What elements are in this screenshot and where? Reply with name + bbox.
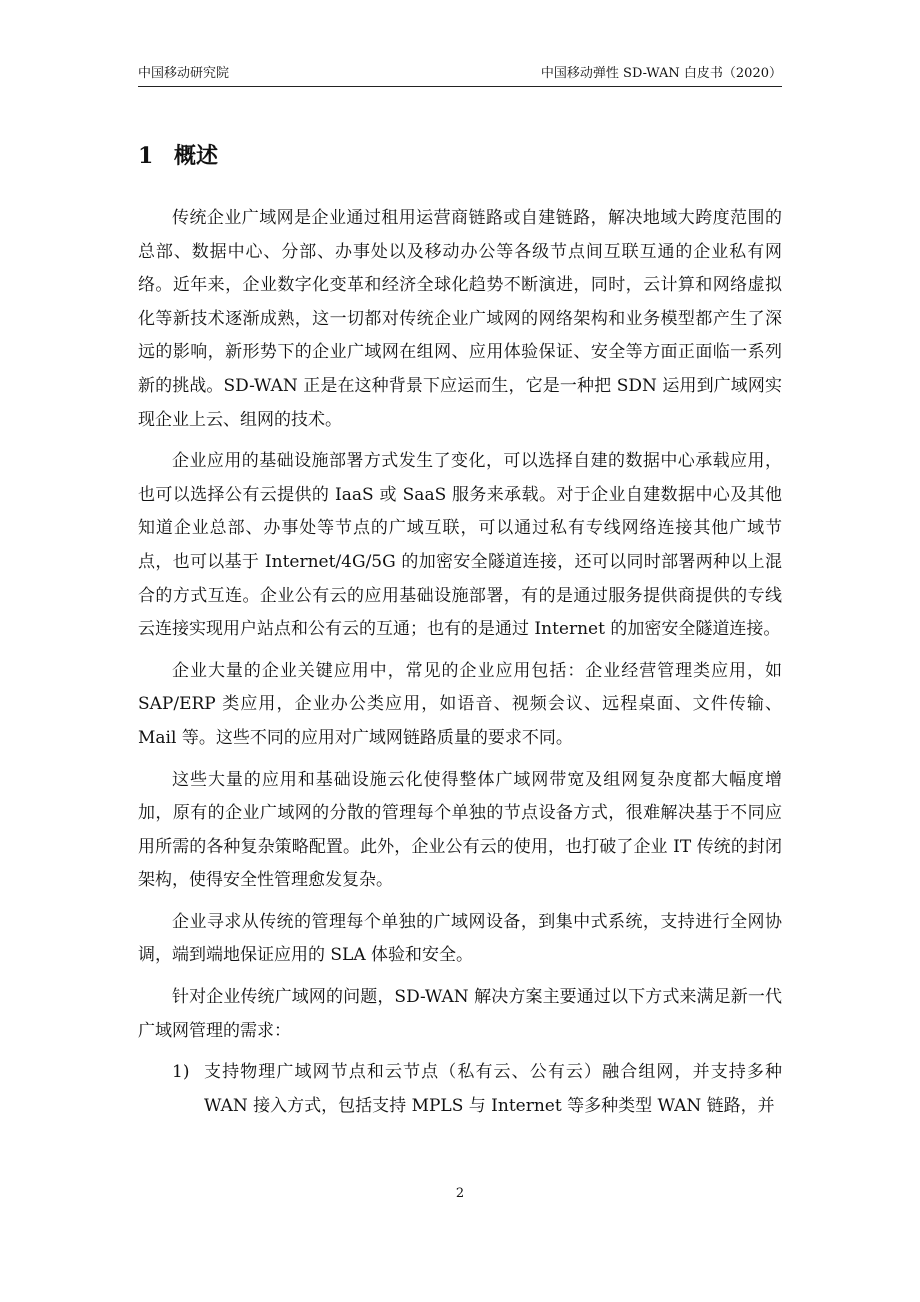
body-text [138,202,782,1123]
paragraph: 传统企业广域网是企业通过租用运营商链路或自建链路，解决地域大跨度范围的总部、数据中心、分部、办事处以及移动办公等各级节点间互联互通的企业私有网络。近年来，企业数字化变革和经济全球化趋势不断演进，同时，云计算和网络虚拟化等新技术逐渐成熟，这一切都对传统企业广域网的网络架构和业务模型都产生了深远的影响，新形势下的企业广域网在组网、应用体验保证、安全等方面正面临一系列新的挑战。SD-WAN 正是在这种背景下应运而生，它是一种把 SDN 运用到广域网实现企业上云、组网的技术。 [138,208,782,430]
paragraph: 企业应用的基础设施部署方式发生了变化，可以选择自建的数据中心承载应用，也可以选择公有云提供的 IaaS 或 SaaS 服务来承载。对于企业自建数据中心及其他知道企业总部、办事处等节点的广域互联，可以通过私有专线网络连接其他广域节点，也可以基于 Internet/4G/5G 的加密安全隧道连接，还可以同时部署两种以上混合的方式互连。企业公有云的应用基础设施部署，有的是通过服务提供商提供的专线云连接实现用户站点和公有云的互通；也有的是通过 Internet 的加密安全隧道连接。 [138,451,782,640]
section-title: 概述 [174,143,219,169]
page-header [138,64,782,87]
list-item-text: 支持物理广域网节点和云节点（私有云、公有云）融合组网，并支持多种 WAN 接入方式，包括支持 MPLS 与 Internet 等多种类型 WAN 链路，并 [204,1062,782,1116]
paragraph: 这些大量的应用和基础设施云化使得整体广域网带宽及组网复杂度都大幅度增加，原有的企业广域网的分散的管理每个单独的节点设备方式，很难解决基于不同应用所需的各种复杂策略配置。此外，企业公有云的使用，也打破了企业 IT 传统的封闭架构，使得安全性管理愈发复杂。 [138,769,782,891]
list-item [138,1056,782,1123]
page-number: 2 [455,1186,465,1201]
header-document-title: 中国移动弹性 SD-WAN 白皮书（2020） [540,66,782,81]
header-organization: 中国移动研究院 [138,66,230,81]
paragraph: 针对企业传统广域网的问题，SD-WAN 解决方案主要通过以下方式来满足新一代广域网管理的需求： [138,987,782,1041]
paragraph: 企业寻求从传统的管理每个单独的广域网设备，到集中式系统，支持进行全网协调，端到端地保证应用的 SLA 体验和安全。 [138,911,782,966]
list-marker: 1) [172,1062,190,1083]
paragraph: 企业大量的企业关键应用中，常见的企业应用包括：企业经营管理类应用，如 SAP/ERP 类应用，企业办公类应用，如语音、视频会议、远程桌面、文件传输、Mail 等。这些不同的应用对广域网链路质量的要求不同。 [138,660,782,748]
section-heading [138,140,218,172]
section-number: 1 [138,143,154,169]
